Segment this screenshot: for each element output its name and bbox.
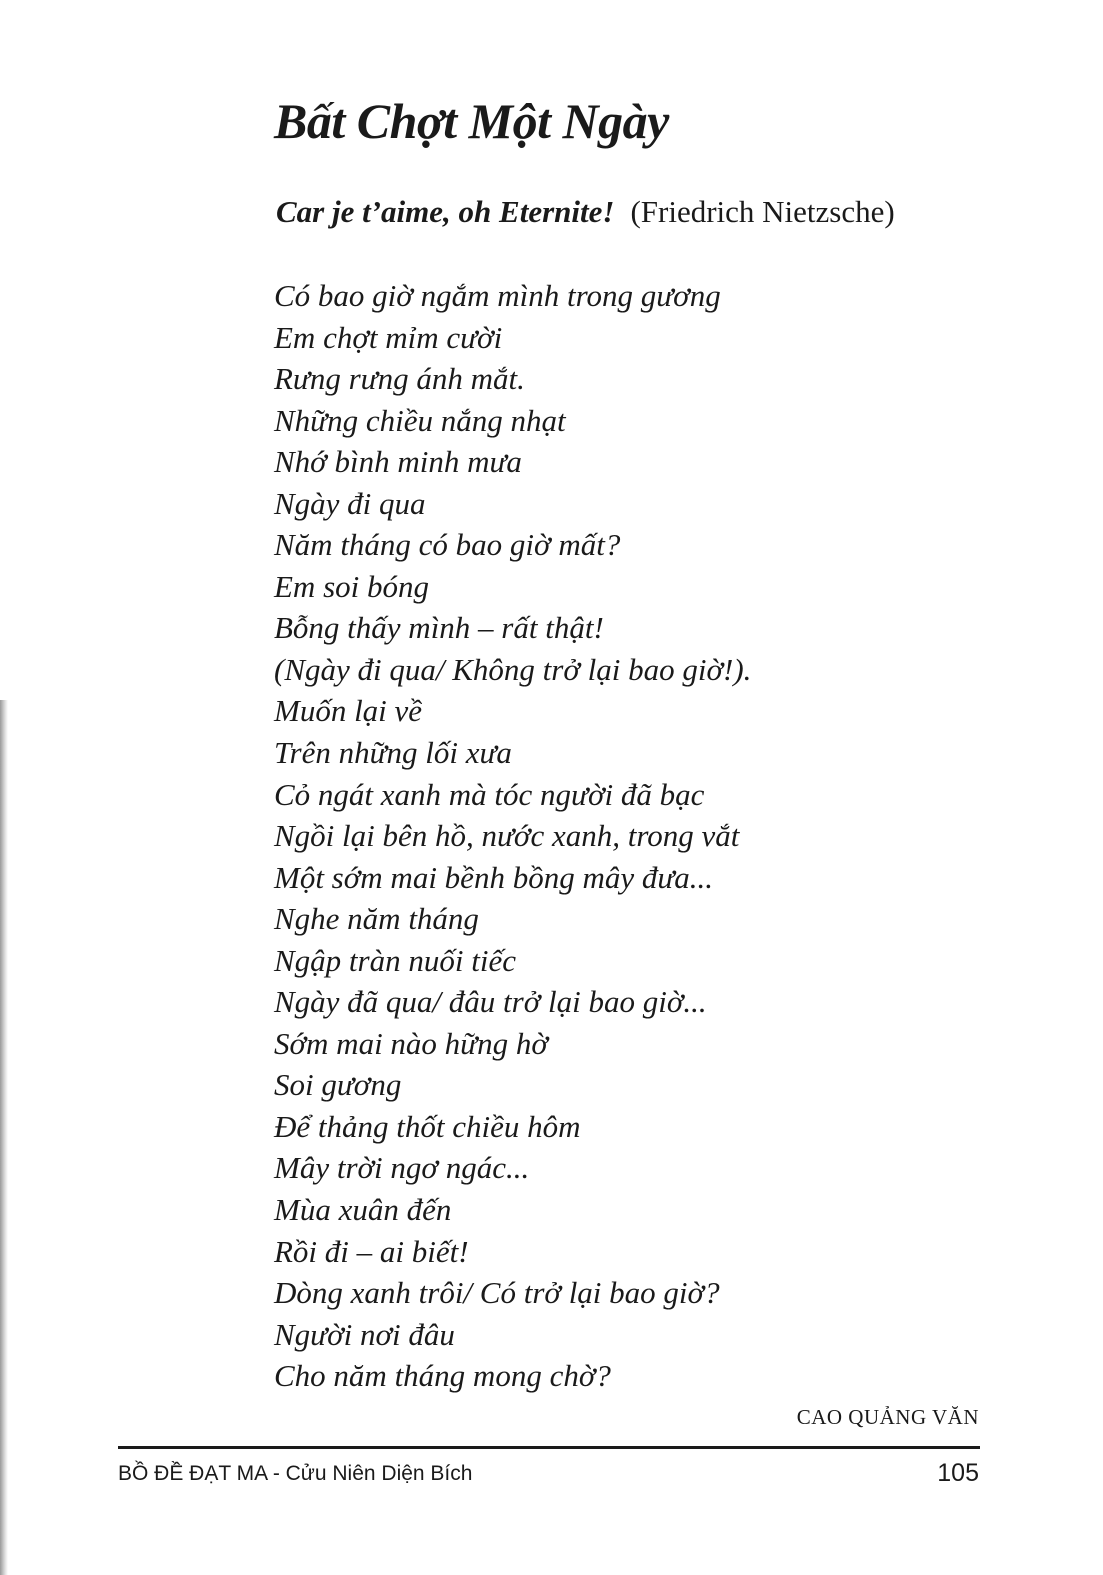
poem-line: Rồi đi – ai biết! bbox=[274, 1233, 469, 1269]
epigraph bbox=[276, 193, 895, 230]
poem-title: Bất Chợt Một Ngày bbox=[274, 93, 669, 149]
poem-line: Trên những lối xưa bbox=[274, 735, 512, 771]
poem-line: Người nơi đâu bbox=[274, 1316, 455, 1352]
poem-line: Dòng xanh trôi/ Có trở lại bao giờ? bbox=[274, 1275, 720, 1311]
poem-line: Nghe năm tháng bbox=[274, 901, 479, 937]
poem-line: Sớm mai nào hững hờ bbox=[274, 1025, 548, 1061]
poem-line: Nhớ bình minh mưa bbox=[274, 444, 522, 480]
poem-line: Ngày đã qua/ đâu trở lại bao giờ... bbox=[274, 984, 707, 1020]
poem-line: Những chiều nắng nhạt bbox=[274, 402, 566, 438]
poem-line: Có bao giờ ngắm mình trong gương bbox=[274, 278, 721, 313]
poem-line: Để thảng thốt chiều hôm bbox=[274, 1108, 581, 1144]
poem-line: Muốn lại về bbox=[274, 693, 423, 729]
poem-line: Soi gương bbox=[274, 1067, 402, 1103]
footer-divider bbox=[118, 1446, 980, 1449]
poem-line: Năm tháng có bao giờ mất? bbox=[274, 527, 621, 563]
poem-line: Bỗng thấy mình – rất thật! bbox=[274, 610, 604, 646]
poem-line: Ngồi lại bên hồ, nước xanh, trong vắt bbox=[274, 818, 740, 854]
poem-line: Em soi bóng bbox=[274, 568, 429, 604]
poem-line: Ngập tràn nuối tiếc bbox=[274, 942, 516, 978]
poem-line: (Ngày đi qua/ Không trở lại bao giờ!). bbox=[274, 651, 752, 687]
poem-line: Mây trời ngơ ngác... bbox=[274, 1150, 530, 1186]
author-signature: CAO QUẢNG VĂN bbox=[796, 1405, 979, 1429]
scan-edge-shadow bbox=[0, 700, 8, 1575]
poem-line: Cỏ ngát xanh mà tóc người đã bạc bbox=[274, 776, 705, 812]
page-number: 105 bbox=[937, 1459, 979, 1487]
poem-line: Mùa xuân đến bbox=[274, 1192, 452, 1228]
epigraph-attribution: (Friedrich Nietzsche) bbox=[630, 194, 895, 229]
poem-line: Một sớm mai bềnh bồng mây đưa... bbox=[274, 859, 713, 895]
poem-line: Cho năm tháng mong chờ? bbox=[274, 1358, 611, 1394]
footer-book-title: BỒ ĐỀ ĐẠT MA - Cửu Niên Diện Bích bbox=[118, 1462, 473, 1485]
poem-line: Ngày đi qua bbox=[274, 485, 426, 521]
poem-line: Rưng rưng ánh mắt. bbox=[274, 361, 525, 397]
poem-body bbox=[274, 275, 751, 1397]
poem-line: Em chợt mỉm cười bbox=[274, 319, 503, 355]
epigraph-quote: Car je t’aime, oh Eternite! bbox=[276, 194, 615, 229]
